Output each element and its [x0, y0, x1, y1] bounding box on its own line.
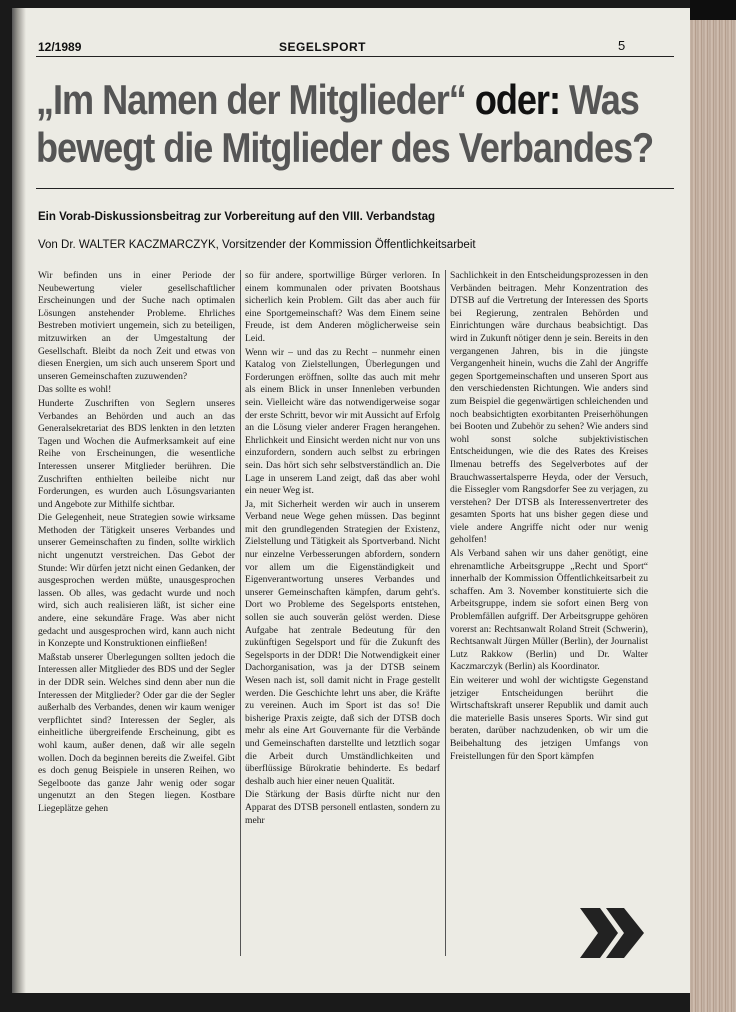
text-column-1: [38, 270, 235, 956]
paragraph: Die Gelegenheit, neue Strategien sowie wirksame Methoden der Tätigkeit unseres Verbandes und unserer Gemeinschaften zu finden, sollte wirklich nicht ungenutzt verstreichen. Das Gebot der Stunde: Wir dürfen jetzt nicht einen Gedanken, der ausgesprochen werden müßte, unausgesprochen lassen. Ob alles, was gedacht wurde und noch wird, sich auch realisieren läßt, ist sicher eine andere, eine sekundäre Frage. Was aber nicht gedacht und ausgesprochen wird, kann auch nicht in Konzepte und Konstruktionen einfließen!: [38, 512, 235, 650]
issue-number: 12/1989: [38, 40, 82, 54]
continue-arrow-icon: [578, 904, 646, 962]
spine-top-shadow: [690, 0, 736, 20]
text-column-3: [450, 270, 648, 890]
header-rule: [36, 56, 674, 57]
paragraph: Ein weiterer und wohl der wichtigste Gegenstand jetziger Entscheidungen berührt die Wirtschaftskraft unserer Republik und damit auch die materielle Basis unseres Sports. Wir sind gut beraten, darüber nachzudenken, ob wir um die Beibehaltung des jetzigen Umfangs von Freistellungen für den Sport kämpfen: [450, 675, 648, 762]
paragraph: Maßstab unserer Überlegungen sollten jedoch die Interessen aller Mitglieder des BDS und der Segler in der DDR sein. Welches sind denn aber nun die Interessen der Mitglieder? Oder gar die der Segler außerhalb des Verbandes, denen wir kaum weniger verpflichtet sind? Interessen der Segler, als einheitliche übergreifende Erscheinung, gibt es wohl kaum, außer denen, daß wir alle segeln wollen. Doch da beginnen bereits die Zweifel. Gibt es doch genug Beispiele in unseren Reihen, wo Segelboote das ganze Jahr wenig oder sogar ungenutzt an den Stegen liegen. Kostbare Liegeplätze gehen: [38, 651, 235, 814]
text-column-2: [245, 270, 440, 956]
page-number: 5: [618, 38, 626, 53]
title-line2: bewegt die Mitglieder des Verbandes?: [36, 124, 654, 171]
column-divider: [445, 270, 446, 956]
column-divider: [240, 270, 241, 956]
paragraph: Als Verband sahen wir uns daher genötigt, eine ehrenamtliche Arbeitsgruppe „Recht und Sport“ innerhalb der Kommission Öffentlichkeitsarbeit zu schaffen. Am 3. November konstituierte sich die Arbeitsgruppe, indem sie sofort einen Berg von Problemfällen aufgriff. Der Arbeitsgruppe gehören vorerst an: Rechtsanwalt Roland Streit (Schwerin), Rechtsanwalt Jürgen Müller (Berlin), der Journalist Lutz Rakkow (Berlin) und Dr. Walter Kaczmarczyk (Berlin) als Koordinator.: [450, 548, 648, 673]
article-subtitle: Ein Vorab-Diskussionsbeitrag zur Vorbereitung auf den VIII. Verbandstag: [38, 211, 436, 223]
title-rule: [36, 188, 674, 189]
magazine-page: [12, 8, 690, 993]
author-line: Von Dr. WALTER KACZMARCZYK, Vorsitzender der Kommission Öffentlichkeitsarbeit: [38, 239, 476, 251]
paragraph: Ja, mit Sicherheit werden wir auch in unserem Verband neue Wege gehen müssen. Das beginnt mit den grundlegenden Strategien der Existenz, Zielstellung und Tätigkeit als Sportverband. Nicht nur einzelne Verbesserungen abfordern, sondern vor allem um die Eigenständigkeit und Eigenverantwortung unseres Verbandes und unserer Gemeinschaften kämpfen, darum geht's. Dort wo Probleme des Segelsports entstehen, sollen sie auch souverän gelöst werden. Diese Aufgabe hat zentrale Bedeutung für den zukünftigen Segelsport und für die Zukunft des Segelsports in der DDR! Die Notwendigkeit einer Dachorganisation, was ja der DTSB seinem Wesen nach ist, soll damit nicht in Frage gestellt werden. Die Geschichte lehrt uns aber, die Kräfte zu vereinen. Auch im Sport ist das so! Die bisherige Praxis zeigte, daß sich der DTSB doch mehr als eine Art Gouvernante für die Verbände und Gemeinschaften darstellte und letztlich sogar die Arbeit durch Umständlichkeiten und überflüssige Bürokratie behinderte. Es bedarf deshalb auch hier einer neuen Qualität.: [245, 498, 440, 787]
title-part3: Was: [559, 76, 639, 123]
article-title: [36, 76, 654, 172]
paragraph: Die Stärkung der Basis dürfte nicht nur den Apparat des DTSB personell entlasten, sondern zu mehr: [245, 789, 440, 826]
title-part1: „Im Namen der Mitglieder“: [36, 76, 475, 123]
paragraph: Wir befinden uns in einer Periode der Neubewertung vieler gesellschaftlicher Erscheinungen und der Suche nach optimalen Lösungen anstehender Probleme. Ehrliches Bestreben motiviert ungemein, sich zu beteiligen, mitzuwirken an der Umgestaltung der Gesellschaft. Bleibt da noch Zeit und etwas von diesen Energien, um sich auch unserem Sport und unseren Gemeinschaften zuzuwenden?: [38, 270, 235, 382]
book-spine: [690, 0, 736, 1012]
paragraph: so für andere, sportwillige Bürger verloren. In einem kommunalen oder privaten Bootshaus sicherlich kein Problem. Gilt das aber auch für eine Sportgemeinschaft? Was dem Einem seine Freude, ist dem Anderen möglicherweise sein Leid.: [245, 270, 440, 344]
paragraph: Wenn wir – und das zu Recht – nunmehr einen Katalog von Zielstellungen, Überlegungen und Forderungen eröffnen, sollte das auch mit mehr als einem Blick in unser Innenleben verbunden sein. Vielleicht wäre das notwendigerweise sogar der erste Schritt, bevor wir mit Aussicht auf Erfolg an die Lösung vieler anderer Fragen herangehen. Ehrlichkeit und Einsicht werden nicht nur von uns einzufordern, sondern auch selbst zu erbringen sein. Das hört sich sehr selbstverständlich an. Die Lage in unserem Land zeigt, daß das aber wohl ein neuer Weg ist.: [245, 346, 440, 497]
title-part2: oder:: [474, 76, 560, 123]
page-gutter-shadow: [12, 8, 26, 993]
paragraph: Sachlichkeit in den Entscheidungsprozessen in den Verbänden beitragen. Mehr Konzentration des DTSB auf die Vertretung der Interessen des Sports bei Regierung, zentralen Behörden und Einrichtungen wäre durchaus beabsichtigt. Das wird in Zukunft nötiger denn je sein. Bereits in den vergangenen Jahren, bis in die jüngste Vergangenheit hinein, wuchs die Zahl der Angriffe gegen Sportgemeinschaften und unseren Sport aus den verschiedensten Richtungen. Wie anders sind zum Beispiel die gegenwärtigen schleichenden und noch beabsichtigten exorbitanten Preiserhöhungen bei Booten und Zubehör zu sehen? Wie anders sind wohl sonst solche subjektivistischen Entscheidungen, wie die des Rates des Kreises Ilmenau betreffs des Segelverbotes auf der Brauchwassertalsperre Heyda, oder der Versuch, die Eissegler vom Rangsdorfer See zu verjagen, zu verstehen? Der DTSB als Interessenvertreter des gesamten Sports hat uns bisher gegen diese und viele andere Angriffe nicht oder nur wenig geholfen!: [450, 270, 648, 546]
magazine-name: SEGELSPORT: [279, 40, 367, 54]
paragraph: Hunderte Zuschriften von Seglern unseres Verbandes an Behörden und auch an das Generalsekretariat des BDS lenkten in den letzten Tagen und Wochen die Aufmerksamkeit auf eine Reihe von Erscheinungen, die wesentliche Interessen unserer Mitglieder berühren. Die Zuschriften enthielten beileibe nicht nur Forderungen, es wurden auch Lösungsvarianten und Angebote zur Mithilfe sichtbar.: [38, 397, 235, 510]
paragraph: Das sollte es wohl!: [38, 384, 112, 396]
